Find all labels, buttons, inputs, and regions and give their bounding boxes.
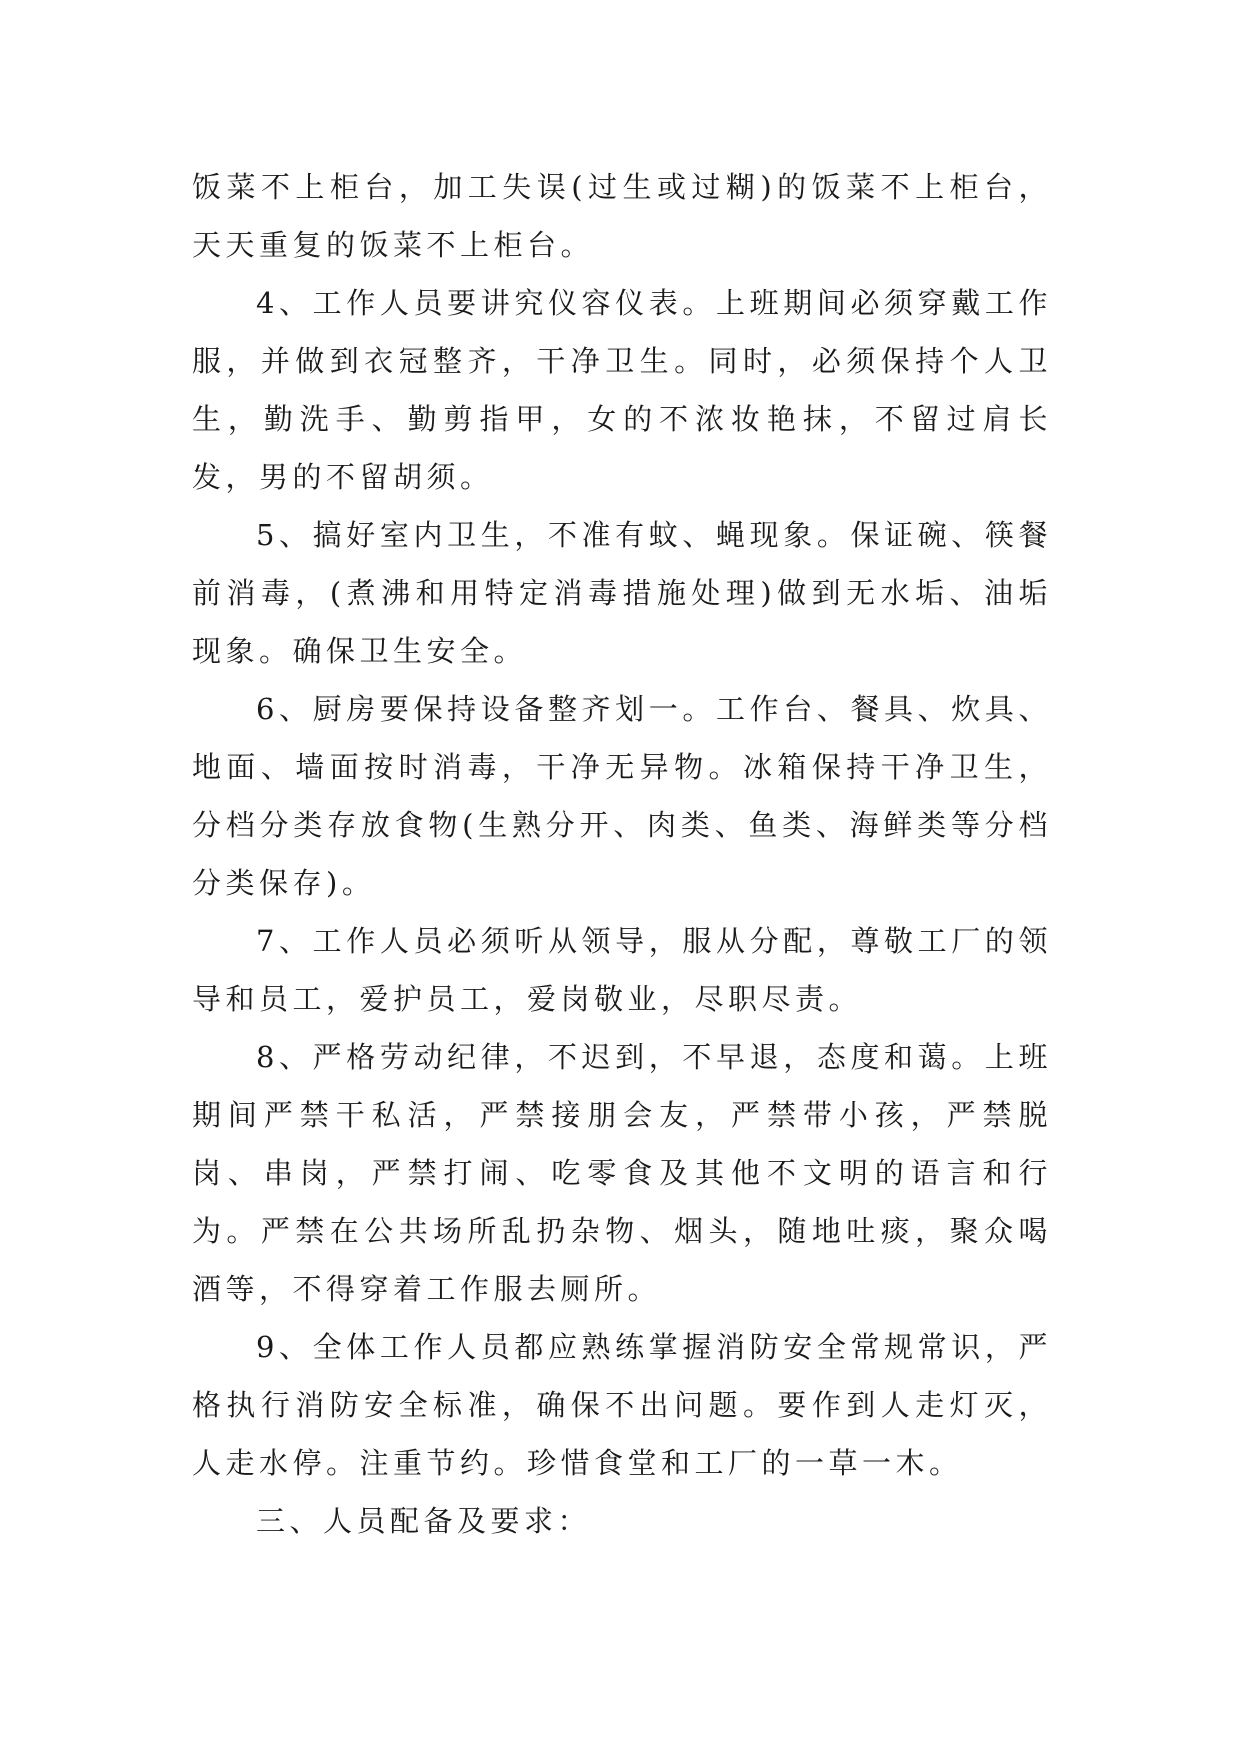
paragraph-continuation: 饭菜不上柜台，加工失误(过生或过糊)的饭菜不上柜台，天天重复的饭菜不上柜台。 — [192, 170, 1052, 262]
paragraph-item-4: 4、工作人员要讲究仪容仪表。上班期间必须穿戴工作服，并做到衣冠整齐，干净卫生。同时，必须保持个人卫生，勤洗手、勤剪指甲，女的不浓妆艳抹，不留过肩长发，男的不留胡须。 — [192, 286, 1052, 494]
document-body — [192, 158, 1052, 1550]
section-heading-staffing: 三、人员配备及要求： — [256, 1504, 592, 1538]
paragraph-item-7: 7、工作人员必须听从领导，服从分配，尊敬工厂的领导和员工，爱护员工，爱岗敬业，尽职尽责。 — [192, 924, 1052, 1016]
paragraph-item-5: 5、搞好室内卫生，不准有蚊、蝇现象。保证碗、筷餐前消毒，(煮沸和用特定消毒措施处理)做到无水垢、油垢现象。确保卫生安全。 — [192, 518, 1052, 668]
paragraph-item-9: 9、全体工作人员都应熟练掌握消防安全常规常识，严格执行消防安全标准，确保不出问题。要作到人走灯灭，人走水停。注重节约。珍惜食堂和工厂的一草一木。 — [192, 1330, 1052, 1480]
paragraph-item-8: 8、严格劳动纪律，不迟到，不早退，态度和蔼。上班期间严禁干私活，严禁接朋会友，严禁带小孩，严禁脱岗、串岗，严禁打闹、吃零食及其他不文明的语言和行为。严禁在公共场所乱扔杂物、烟头，随地吐痰，聚众喝酒等，不得穿着工作服去厕所。 — [192, 1040, 1052, 1306]
paragraph-item-6: 6、厨房要保持设备整齐划一。工作台、餐具、炊具、地面、墙面按时消毒，干净无异物。冰箱保持干净卫生，分档分类存放食物(生熟分开、肉类、鱼类、海鲜类等分档分类保存)。 — [192, 692, 1052, 900]
